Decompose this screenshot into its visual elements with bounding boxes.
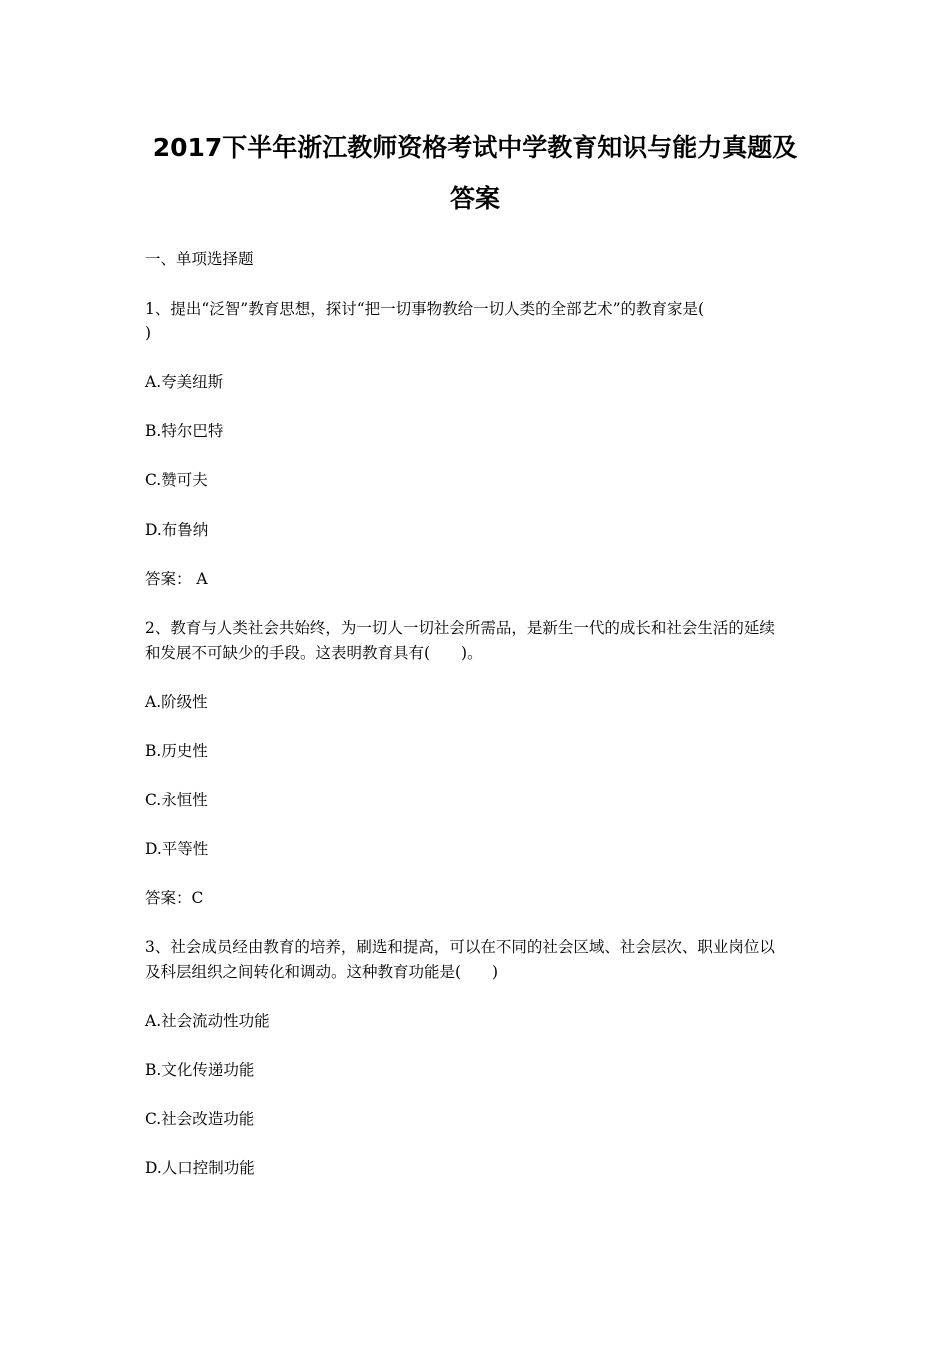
question-2-option-d: D.平等性 xyxy=(145,840,209,858)
section-heading: 一、单项选择题 xyxy=(145,250,254,268)
question-1-option-c: C.赞可夫 xyxy=(145,471,208,489)
question-1-option-a: A.夸美纽斯 xyxy=(145,373,224,391)
question-3-option-a: A.社会流动性功能 xyxy=(145,1012,270,1030)
question-3-option-b: B.文化传递功能 xyxy=(145,1061,255,1079)
document-title-line-2: 答案 xyxy=(449,184,500,213)
document-title-line-1: 2017下半年浙江教师资格考试中学教育知识与能力真题及 xyxy=(152,133,798,162)
question-3-stem-line-2: 及科层组织之间转化和调动。这种教育功能是( ) xyxy=(145,963,499,981)
question-1-answer: 答案： A xyxy=(145,570,208,588)
question-1-option-d: D.布鲁纳 xyxy=(145,521,209,539)
question-1-option-b: B.特尔巴特 xyxy=(145,422,224,440)
question-2-answer: 答案：C xyxy=(145,889,204,907)
question-2-stem-line-1: 2、教育与人类社会共始终，为一切人一切社会所需品，是新生一代的成长和社会生活的延续 xyxy=(145,619,775,637)
question-2-option-a: A.阶级性 xyxy=(145,693,208,711)
question-3-stem-line-1: 3、社会成员经由教育的培养，刷选和提高，可以在不同的社会区域、社会层次、职业岗位以 xyxy=(145,938,775,956)
question-1-stem-line-1: 1、提出“泛智”教育思想，探讨“把一切事物教给一切人类的全部艺术”的教育家是( xyxy=(145,300,705,318)
question-2-stem-line-2: 和发展不可缺少的手段。这表明教育具有( )。 xyxy=(145,644,483,662)
question-3-option-d: D.人口控制功能 xyxy=(145,1159,255,1177)
question-1-stem-line-2: ) xyxy=(145,324,152,342)
question-2-option-b: B.历史性 xyxy=(145,742,208,760)
question-2-option-c: C.永恒性 xyxy=(145,791,208,809)
question-3-option-c: C.社会改造功能 xyxy=(145,1110,255,1128)
